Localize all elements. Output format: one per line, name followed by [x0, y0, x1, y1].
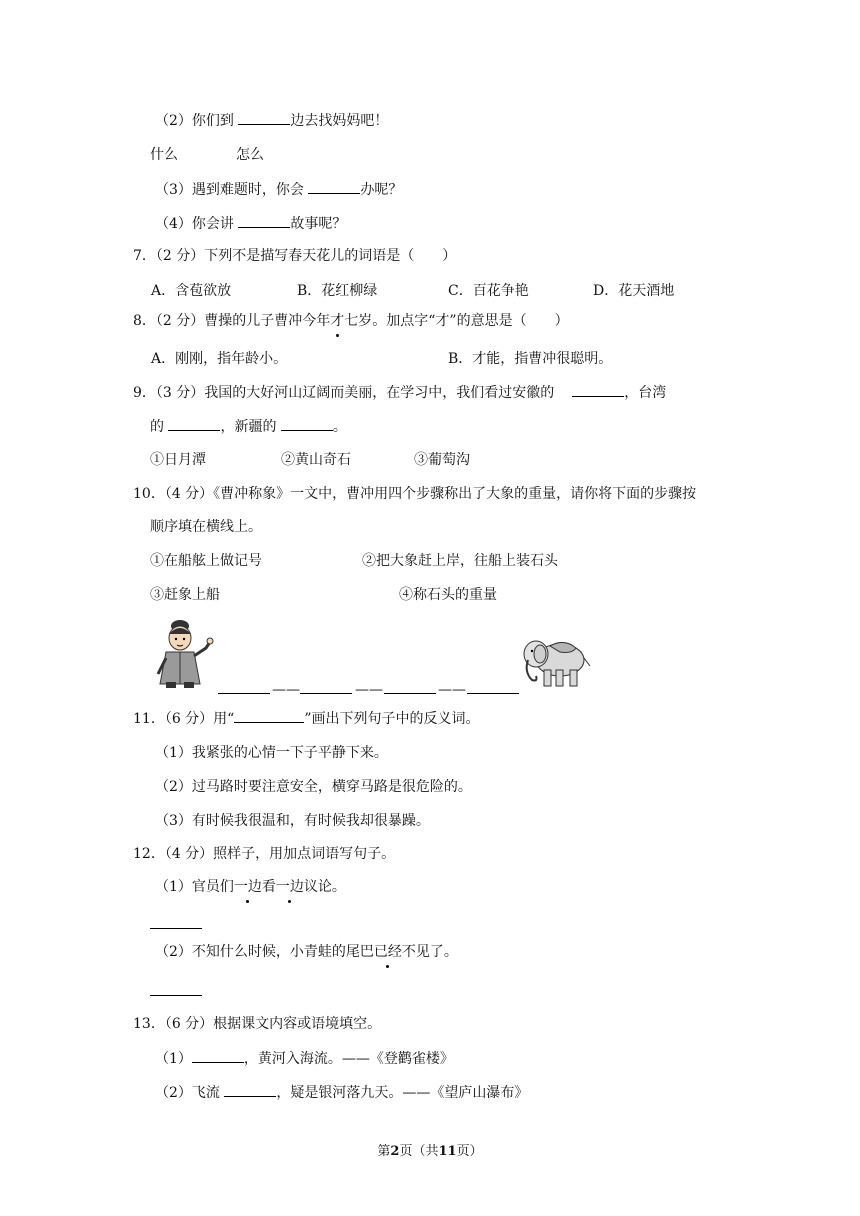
q10-step-blank-4[interactable]	[467, 693, 519, 694]
q6-item-2-blank[interactable]	[238, 110, 290, 125]
q11-underline-sample	[234, 708, 304, 723]
q7-option-a[interactable]: A．含苞欲放	[151, 283, 232, 299]
q6-item-3-text-b: 办呢？	[360, 182, 403, 198]
footer-text-a: 第	[377, 1144, 391, 1159]
q6-option-b: 怎么	[236, 147, 264, 163]
q8-stem-b: 七岁。加点字“才”的意思是（ ）	[344, 313, 569, 329]
q6-item-2-text-b: 边去找妈妈吧！	[290, 113, 389, 129]
q6-item-4-blank[interactable]	[238, 213, 290, 228]
q11-stem-a: 11．（6 分）用“	[133, 711, 235, 727]
footer-text-b: 页（共	[399, 1144, 439, 1159]
q9-stem-a: 9．（3 分）我国的大好河山辽阔而美丽，在学习中，我们看过安徽的	[133, 385, 555, 401]
q13-item-1	[155, 1048, 454, 1069]
q9-blank-2[interactable]	[168, 416, 220, 431]
q9-blank-3[interactable]	[281, 416, 333, 431]
q10-option-3: ③赶象上船	[150, 587, 220, 603]
q8-stem	[133, 311, 569, 331]
q7-stem: 7．（2 分）下列不是描写春天花儿的词语是（ ）	[133, 248, 457, 264]
q9-stem	[133, 382, 666, 403]
q10-stem-2: 顺序填在横线上。	[150, 519, 262, 535]
q8-option-a[interactable]: A．刚刚，指年龄小。	[151, 351, 288, 367]
q9-line2-a: 的	[150, 419, 164, 435]
q8-option-b[interactable]: B．才能，指曹冲很聪明。	[448, 351, 613, 367]
q13-item2-a: （2）飞流	[155, 1085, 220, 1101]
q12-item2-dotted: 已经	[373, 944, 402, 960]
q10-step-blank-1[interactable]	[218, 693, 270, 694]
q12-item1-b: 看	[261, 879, 276, 895]
q6-item-3-text-a: （3）遇到难题时，你会	[155, 182, 304, 198]
q11-item-1: （1）我紧张的心情一下子平静下来。	[155, 745, 388, 761]
q6-item-4	[155, 213, 346, 234]
q10-option-2: ②把大象赶上岸，往船上装石头	[362, 553, 558, 569]
q12-item1-dotted-2: 一边	[275, 879, 304, 895]
q12-stem: 12．（4 分）照样子，用加点词语写句子。	[133, 846, 396, 862]
q12-item2-b: 不见了。	[401, 944, 458, 960]
q11-item-3: （3）有时候我很温和，有时候我却很暴躁。	[155, 813, 430, 829]
q12-item-2	[155, 942, 458, 962]
q12-answer-line-1[interactable]	[150, 928, 202, 929]
q12-item1-dotted-1: 一边	[233, 879, 262, 895]
q9-line2-b: ，新疆的	[220, 419, 277, 435]
q9-option-1: ①日月潭	[150, 452, 206, 468]
q9-stem-b: ，台湾	[624, 385, 667, 401]
q12-item1-c: 议论。	[303, 879, 346, 895]
q11-item-2: （2）过马路时要注意安全，横穿马路是很危险的。	[155, 779, 472, 795]
q6-item-4-text-a: （4）你会讲	[155, 216, 234, 232]
q6-item-3-blank[interactable]	[308, 179, 360, 194]
q13-item2-b: ，疑是银河落九天。——《望庐山瀑布》	[276, 1085, 529, 1101]
q6-options	[150, 145, 264, 165]
footer-text-c: 页）	[456, 1144, 483, 1159]
q13-item-2	[155, 1082, 528, 1103]
q7-option-b[interactable]: B．花红柳绿	[297, 283, 378, 299]
cao-chong-illustration	[152, 618, 216, 692]
q7-option-d[interactable]: D．花天酒地	[593, 283, 675, 299]
q12-item2-a: （2）不知什么时候，小青蛙的尾巴	[155, 944, 374, 960]
q9-blank-1[interactable]	[572, 382, 624, 397]
q10-dash-1: ——	[272, 682, 300, 698]
q10-stem: 10．（4 分）《曹冲称象》一文中，曹冲用四个步骤称出了大象的重量，请你将下面的步骤按	[133, 486, 697, 502]
footer-page-number: 2	[390, 1144, 400, 1159]
q6-item-3	[155, 179, 402, 200]
q12-item1-a: （1）官员们	[155, 879, 234, 895]
footer-total-pages: 11	[438, 1144, 457, 1159]
q13-blank-2[interactable]	[224, 1082, 276, 1097]
q11-stem	[133, 708, 480, 729]
q8-stem-a: 8．（2 分）曹操的儿子曹冲今年	[133, 313, 331, 329]
q10-dash-3: ——	[438, 682, 466, 698]
q9-line2-c: 。	[332, 419, 347, 435]
q13-stem: 13．（6 分）根据课文内容或语境填空。	[133, 1016, 382, 1032]
q6-option-a: 什么	[150, 147, 178, 163]
q13-blank-1[interactable]	[192, 1048, 244, 1063]
q8-dotted-char: 才	[330, 313, 345, 329]
q13-item1-a: （1）	[155, 1051, 192, 1067]
page-footer	[0, 1143, 860, 1161]
q6-item-2-text-a: （2）你们到	[155, 113, 234, 129]
q6-item-4-text-b: 故事呢？	[290, 216, 347, 232]
q10-option-1: ①在船舷上做记号	[150, 553, 262, 569]
q7-option-c[interactable]: C．百花争艳	[448, 283, 529, 299]
q10-option-4: ④称石头的重量	[399, 587, 497, 603]
q9-line-2	[150, 416, 347, 437]
q6-item-2	[155, 110, 388, 131]
q13-item1-b: ，黄河入海流。——《登鹳雀楼》	[243, 1051, 454, 1067]
q9-option-3: ③葡萄沟	[414, 452, 470, 468]
elephant-illustration	[520, 630, 592, 692]
q12-item-1	[155, 877, 346, 897]
q10-dash-2: ——	[355, 682, 383, 698]
q11-stem-b: ”画出下列句子中的反义词。	[304, 711, 480, 727]
q10-step-blank-3[interactable]	[384, 693, 436, 694]
q9-option-2: ②黄山奇石	[281, 452, 351, 468]
q10-step-blank-2[interactable]	[300, 693, 352, 694]
q12-answer-line-2[interactable]	[150, 995, 202, 996]
